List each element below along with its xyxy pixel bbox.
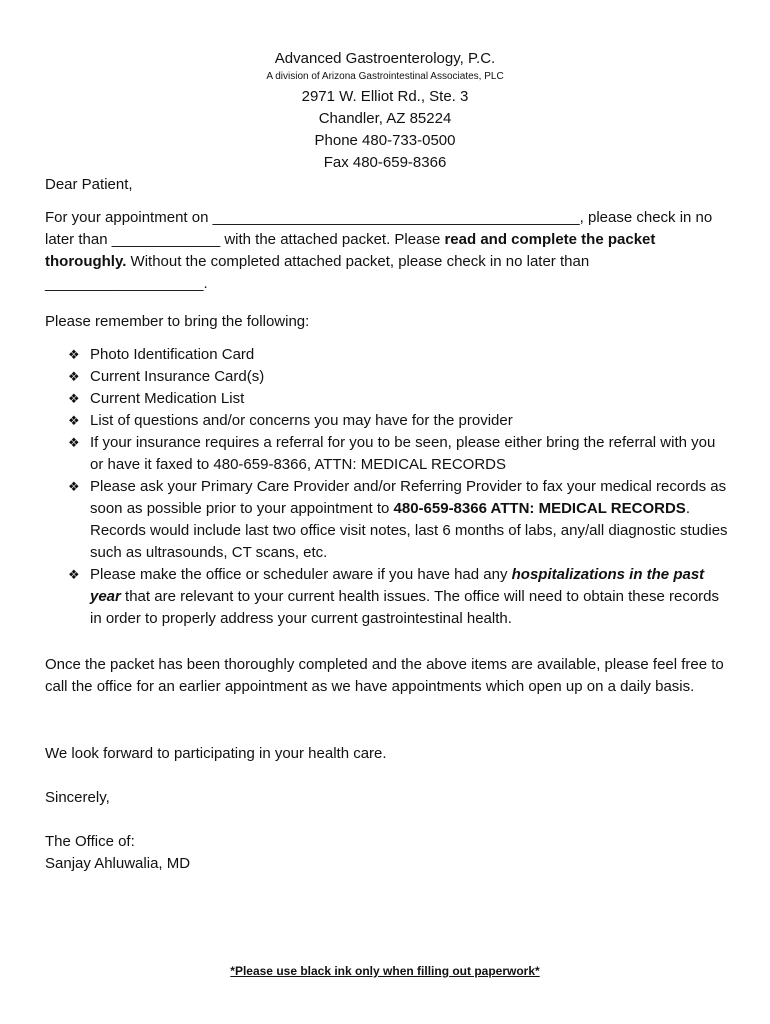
list-item bbox=[68, 432, 730, 476]
organization-name: Advanced Gastroenterology, P.C. bbox=[274, 50, 496, 67]
diamond-bullet-icon: ❖ bbox=[68, 435, 80, 450]
remember-heading: Please remember to bring the following: bbox=[45, 313, 310, 330]
list-item-text: Current Medication List bbox=[90, 390, 245, 407]
address-line-1: 2971 W. Elliot Rd., Ste. 3 bbox=[301, 88, 469, 105]
diamond-bullet-icon: ❖ bbox=[68, 567, 80, 582]
diamond-bullet-icon: ❖ bbox=[68, 479, 80, 494]
list-item-text: List of questions and/or concerns you may have for the provider bbox=[90, 412, 513, 429]
list-item bbox=[68, 410, 730, 432]
list-item bbox=[68, 366, 730, 388]
diamond-bullet-icon: ❖ bbox=[68, 347, 80, 362]
list-item-text: that are relevant to your current health issues. The office will need to obtain these records in order to properly address your current gastrointestinal health. bbox=[90, 588, 719, 627]
list-item-text: Current Insurance Card(s) bbox=[90, 368, 265, 385]
list-item-text: Photo Identification Card bbox=[90, 346, 255, 363]
address-line-2: Chandler, AZ 85224 bbox=[318, 110, 452, 127]
intro-bold-instruction: read and complete the packet thoroughly. bbox=[45, 231, 656, 270]
closing-paragraph: Once the packet has been thoroughly completed and the above items are available, please feel free to call the office for an earlier appointment as we have appointments which open up on a daily basis. bbox=[45, 656, 724, 695]
doctor-name: Sanjay Ahluwalia, MD bbox=[45, 855, 191, 872]
ink-instruction-note: *Please use black ink only when filling out paperwork* bbox=[230, 964, 540, 978]
signature-block bbox=[45, 831, 730, 875]
letterhead bbox=[0, 48, 770, 174]
list-item-text: . Records would include last two office visit notes, last 6 months of labs, any/all diagnostic studies such as ultrasounds, CT scans, etc. bbox=[90, 500, 728, 561]
diamond-bullet-icon: ❖ bbox=[68, 391, 80, 406]
office-of-line: The Office of: bbox=[45, 833, 135, 850]
list-item-text: Please make the office or scheduler aware if you have had any bbox=[90, 566, 512, 583]
list-item-text: Please ask your Primary Care Provider and/or Referring Provider to fax your medical records as soon as possible prior to your appointment to bbox=[90, 478, 727, 517]
list-item bbox=[68, 564, 730, 630]
intro-paragraph bbox=[45, 207, 730, 295]
fax-line: Fax 480-659-8366 bbox=[323, 154, 447, 171]
diamond-bullet-icon: ❖ bbox=[68, 413, 80, 428]
sincerely-line: Sincerely, bbox=[45, 789, 110, 806]
division-line: A division of Arizona Gastrointestinal Associates, PLC bbox=[266, 71, 504, 82]
fax-attn-bold: 480-659-8366 ATTN: MEDICAL RECORDS bbox=[393, 500, 686, 517]
list-item bbox=[68, 344, 730, 366]
bring-items-list bbox=[68, 344, 730, 630]
intro-text-2: Without the completed attached packet, please check in no later than ___________________. bbox=[45, 253, 590, 292]
hospitalizations-emphasis: hospitalizations in the past year bbox=[90, 566, 705, 605]
salutation: Dear Patient, bbox=[45, 176, 133, 193]
intro-text-1: For your appointment on ____________________________________________, please check in no later than _____________ with the attached packet. Please bbox=[45, 209, 713, 248]
diamond-bullet-icon: ❖ bbox=[68, 369, 80, 384]
list-item bbox=[68, 476, 730, 564]
list-item bbox=[68, 388, 730, 410]
list-item-text: If your insurance requires a referral for you to be seen, please either bring the referral with you or have it faxed to 480-659-8366, ATTN: MEDICAL RECORDS bbox=[90, 434, 716, 473]
look-forward-line: We look forward to participating in your health care. bbox=[45, 745, 387, 762]
phone-line: Phone 480-733-0500 bbox=[314, 132, 456, 149]
